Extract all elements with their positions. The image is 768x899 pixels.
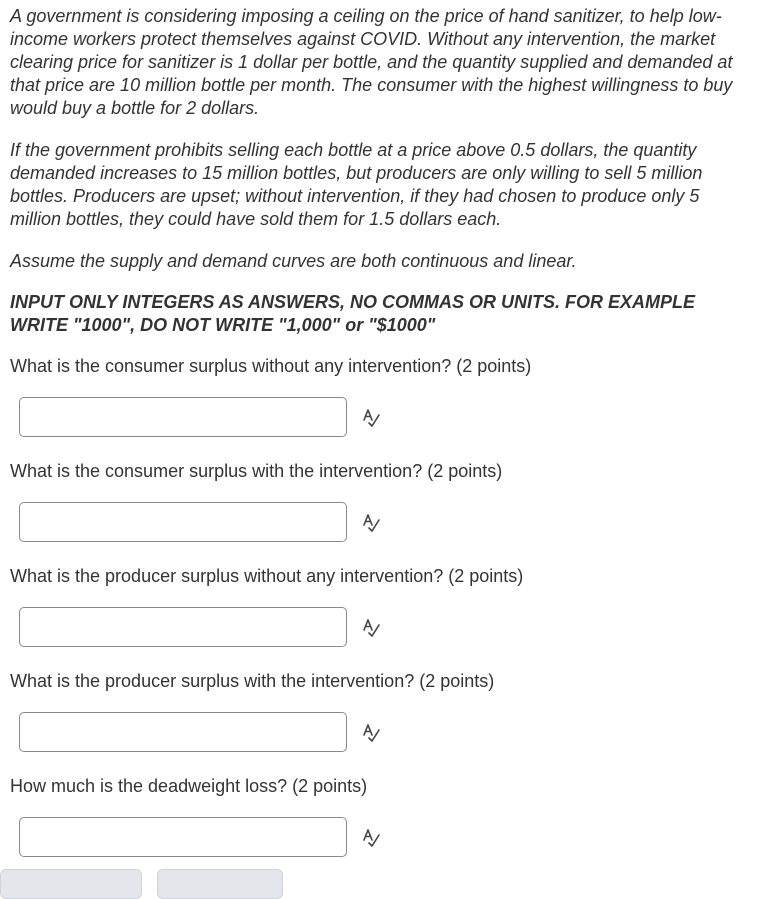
answer-row-3 — [10, 607, 745, 649]
question-2-text: What is the consumer surplus with the intervention? (2 points) — [10, 461, 503, 481]
instructions: INPUT ONLY INTEGERS AS ANSWERS, NO COMMAS OR UNITS. FOR EXAMPLE WRITE "1000", DO NOT WRITE "1,000" or "$1000" — [10, 292, 696, 335]
bottom-navigation — [0, 869, 768, 885]
spellcheck-icon[interactable] — [360, 617, 382, 639]
question-5-text: How much is the deadweight loss? (2 points) — [10, 776, 368, 796]
question-4 — [10, 670, 745, 754]
question-1-text: What is the consumer surplus without any intervention? (2 points) — [10, 356, 532, 376]
answer-row-4 — [10, 712, 745, 754]
question-content — [10, 5, 745, 880]
answer-input-1[interactable] — [19, 397, 347, 437]
answer-input-2[interactable] — [19, 502, 347, 542]
question-3-text: What is the producer surplus without any intervention? (2 points) — [10, 566, 524, 586]
question-1 — [10, 355, 745, 439]
answer-input-3[interactable] — [19, 607, 347, 647]
question-2 — [10, 460, 745, 544]
spellcheck-icon[interactable] — [360, 722, 382, 744]
answer-input-5[interactable] — [19, 817, 347, 857]
next-page-button[interactable] — [157, 869, 283, 899]
spellcheck-icon[interactable] — [360, 827, 382, 849]
answer-row-5 — [10, 817, 745, 859]
answer-input-4[interactable] — [19, 712, 347, 752]
spellcheck-icon[interactable] — [360, 407, 382, 429]
answer-row-2 — [10, 502, 745, 544]
previous-page-button[interactable] — [0, 869, 142, 899]
question-3 — [10, 565, 745, 649]
intro-paragraph-1: A government is considering imposing a ceiling on the price of hand sanitizer, to help low-income workers protect themselves against COVID. Without any intervention, the market clearing price for sanitizer is 1 dollar per bottle, and the quantity supplied and demanded at that price are 10 million bottle per month. The consumer with the highest willingness to buy would buy a bottle for 2 dollars. — [10, 6, 733, 118]
question-5 — [10, 775, 745, 859]
question-4-text: What is the producer surplus with the intervention? (2 points) — [10, 671, 495, 691]
answer-row-1 — [10, 397, 745, 439]
intro-paragraph-2: If the government prohibits selling each bottle at a price above 0.5 dollars, the quantity demanded increases to 15 million bottles, but producers are only willing to sell 5 million bottles. Producers are upset; without intervention, if they had chosen to produce only 5 million bottles, they could have sold them for 1.5 dollars each. — [10, 140, 703, 229]
spellcheck-icon[interactable] — [360, 512, 382, 534]
intro-paragraph-3: Assume the supply and demand curves are both continuous and linear. — [10, 251, 577, 271]
